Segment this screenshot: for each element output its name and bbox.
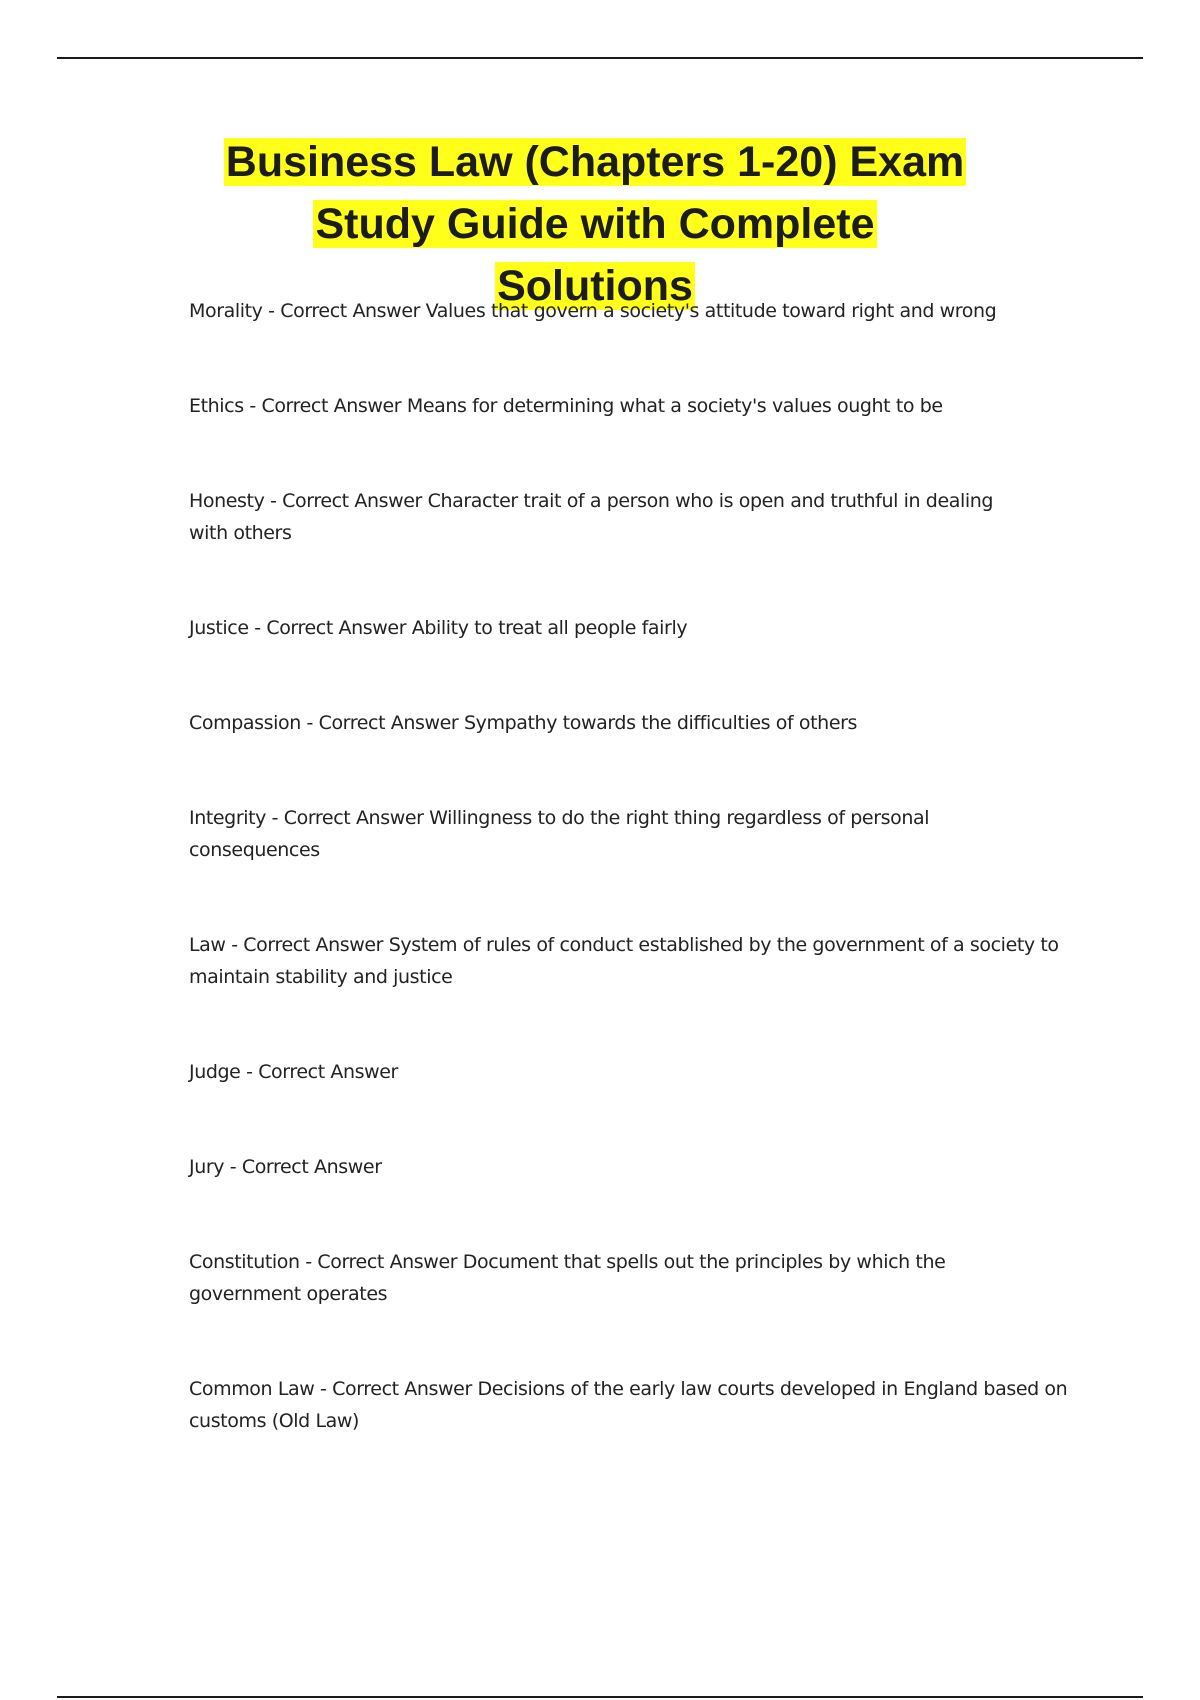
- qa-entry-compassion: Compassion - Correct Answer Sympathy towards the difficulties of others: [189, 712, 858, 734]
- qa-entry-jury: Jury - Correct Answer: [189, 1156, 382, 1178]
- qa-entry-common-law: Common Law - Correct Answer Decisions of the early law courts developed in England based on customs (Old Law): [189, 1378, 1068, 1432]
- qa-entry-law: Law - Correct Answer System of rules of conduct established by the government of a society to maintain stability and justice: [189, 934, 1059, 988]
- top-rule: [57, 57, 1143, 59]
- qa-entry-constitution: Constitution - Correct Answer Document that spells out the principles by which the government operates: [189, 1251, 946, 1305]
- qa-entry-honesty: Honesty - Correct Answer Character trait of a person who is open and truthful in dealing with others: [189, 490, 994, 544]
- qa-entry-judge: Judge - Correct Answer: [189, 1061, 398, 1083]
- title-line-1: Business Law (Chapters 1-20) Exam: [225, 138, 965, 186]
- title-line-2: Study Guide with Complete: [315, 200, 875, 248]
- qa-entry-justice: Justice - Correct Answer Ability to treat all people fairly: [189, 617, 688, 639]
- qa-entry-integrity: Integrity - Correct Answer Willingness to do the right thing regardless of personal consequences: [189, 807, 930, 861]
- qa-entry-morality: Morality - Correct Answer Values that govern a society's attitude toward right and wrong: [189, 300, 997, 322]
- title-line-3: Solutions: [497, 262, 693, 310]
- qa-entry-ethics: Ethics - Correct Answer Means for determining what a society's values ought to be: [189, 395, 943, 417]
- bottom-rule: [57, 1696, 1143, 1698]
